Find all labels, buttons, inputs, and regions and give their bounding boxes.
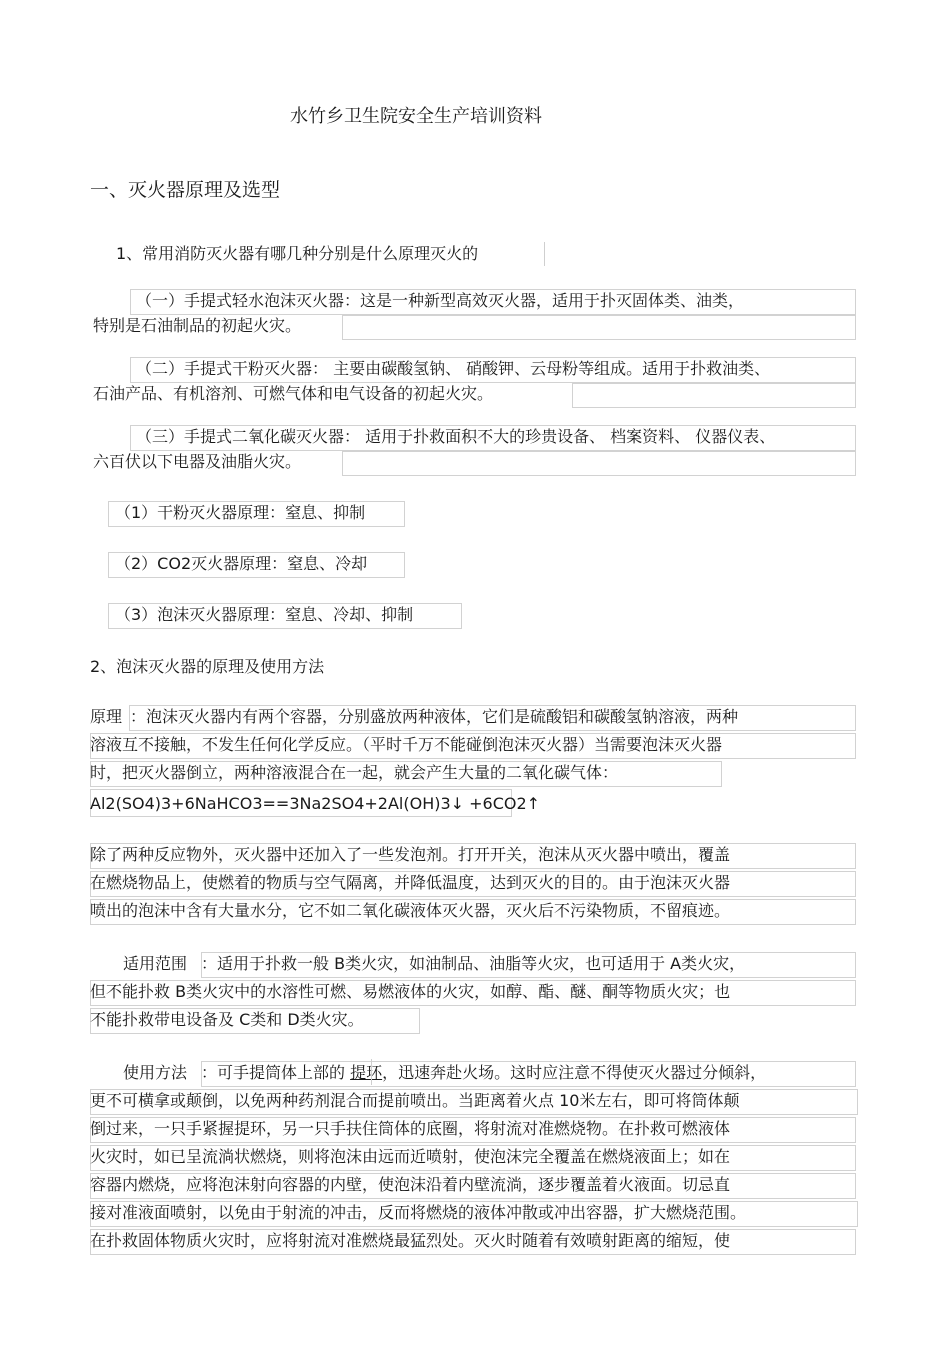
usage-line-3: 倒过来，一只手紧握提环，另一只手扶住筒体的底圈，将射流对准燃烧物。在扑救可燃液体	[90, 1119, 731, 1138]
usage-line-1-part-b: ，迅速奔赴火场。这时应注意不得使灭火器过分倾斜，	[382, 1063, 767, 1082]
para-type-2-line-2: 石油产品、有机溶剂、可燃气体和电气设备的初起火灾。	[93, 384, 494, 403]
principle-line-1: ：泡沫灭火器内有两个容器，分别盛放两种液体，它们是硫酸铝和碳酸氢钠溶液，两种	[130, 707, 739, 726]
usage-line-7: 在扑救固体物质火灾时，应将射流对准燃烧最猛烈处。灭火时随着有效喷射距离的缩短，使	[90, 1231, 731, 1250]
question-2: 2、泡沫灭火器的原理及使用方法	[90, 657, 325, 676]
field-box	[342, 451, 856, 476]
page-title: 水竹乡卫生院安全生产培训资料	[290, 106, 542, 127]
question-1: 1、常用消防灭火器有哪几种分别是什么原理灭火的	[116, 244, 479, 263]
para-foam-line-1: 除了两种反应物外，灭火器中还加入了一些发泡剂。打开开关，泡沫从灭火器中喷出，覆盖	[90, 845, 731, 864]
chemical-equation: Al2(SO4)3+6NaHCO3==3Na2SO4+2Al(OH)3↓ +6CO2↑	[90, 794, 541, 813]
handle-link[interactable]: 提环	[350, 1063, 383, 1082]
usage-line-1-part-a: ：可手提筒体上部的	[201, 1063, 351, 1082]
scope-line-3: 不能扑救带电设备及 C类和 D类火灾。	[90, 1010, 364, 1029]
usage-line-2: 更不可横拿或颠倒，以免两种药剂混合而提前喷出。当距离着火点 10米左右，即可将筒体颠	[90, 1091, 740, 1110]
usage-line-1	[201, 1063, 766, 1083]
para-type-1-line-2: 特别是石油制品的初起火灾。	[93, 316, 302, 335]
principle-line-2: 溶液互不接触，不发生任何化学反应。（平时千万不能碰倒泡沫灭火器）当需要泡沫灭火器	[90, 735, 723, 754]
para-type-2-line-1: （二）手提式干粉灭火器： 主要由碳酸氢钠、 硝酸钾、云母粉等组成。适用于扑救油类、	[136, 359, 771, 378]
para-type-3-line-2: 六百伏以下电器及油脂火灾。	[93, 452, 302, 471]
section-heading-1: 一、灭火器原理及选型	[90, 179, 281, 201]
usage-line-4: 火灾时，如已呈流淌状燃烧，则将泡沫由远而近喷射，使泡沫完全覆盖在燃烧液面上；如在	[90, 1147, 731, 1166]
scope-line-2: 但不能扑救 B类火灾中的水溶性可燃、易燃液体的火灾，如醇、酯、醚、酮等物质火灾；也	[90, 982, 731, 1001]
principle-line-3: 时，把灭火器倒立，两种溶液混合在一起，就会产生大量的二氧化碳气体：	[90, 763, 619, 782]
text-cursor-line	[371, 1059, 372, 1085]
scope-label: 适用范围	[123, 954, 188, 973]
list-item-dry-powder: （1）干粉灭火器原理：窒息、抑制	[115, 503, 366, 522]
para-type-1-line-1: （一）手提式轻水泡沫灭火器：这是一种新型高效灭火器，适用于扑灭固体类、油类，	[136, 291, 745, 310]
scope-line-1: ：适用于扑救一般 B类火灾，如油制品、油脂等火灾，也可适用于 A类火灾，	[201, 954, 746, 973]
usage-line-5: 容器内燃烧，应将泡沫射向容器的内壁，使泡沫沿着内壁流淌，逐步覆盖着火液面。切忌直	[90, 1175, 731, 1194]
field-box	[342, 315, 856, 340]
para-type-3-line-1: （三）手提式二氧化碳灭火器： 适用于扑救面积不大的珍贵设备、 档案资料、 仪器仪表、	[136, 427, 776, 446]
usage-label: 使用方法	[123, 1063, 188, 1082]
usage-line-6: 接对准液面喷射，以免由于射流的冲击，反而将燃烧的液体冲散或冲出容器，扩大燃烧范围。	[90, 1203, 747, 1222]
principle-label: 原理	[90, 707, 123, 726]
para-foam-line-2: 在燃烧物品上，使燃着的物质与空气隔离，并降低温度，达到灭火的目的。由于泡沫灭火器	[90, 873, 731, 892]
list-item-co2: （2）CO2灭火器原理：窒息、冷却	[115, 554, 368, 573]
para-foam-line-3: 喷出的泡沫中含有大量水分，它不如二氧化碳液体灭火器，灭火后不污染物质，不留痕迹。	[90, 901, 731, 920]
field-box	[572, 383, 856, 408]
list-item-foam: （3）泡沫灭火器原理：窒息、冷却、抑制	[115, 605, 414, 624]
text-cursor-line	[544, 242, 545, 266]
